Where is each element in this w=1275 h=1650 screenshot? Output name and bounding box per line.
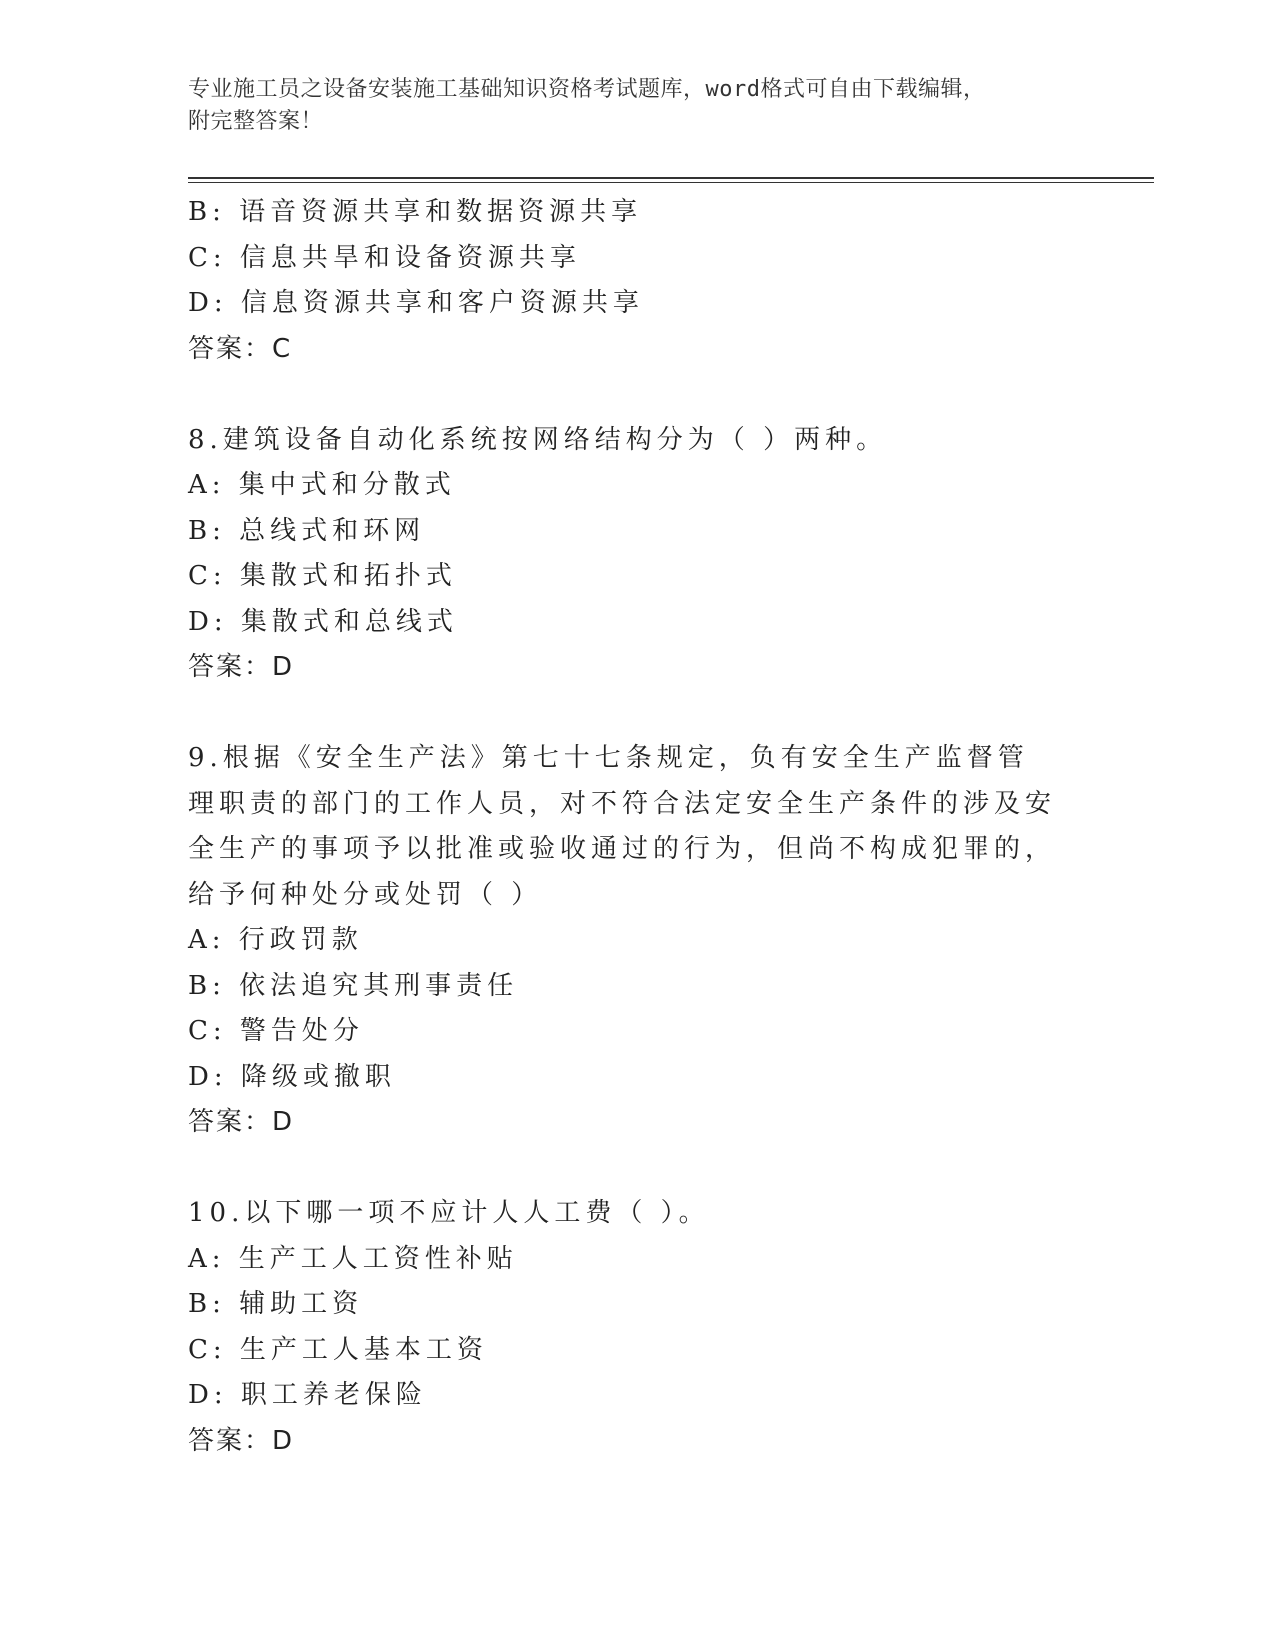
- option-b: B: 总线式和环网: [188, 515, 426, 546]
- document-header: [188, 74, 1088, 138]
- spacer: [188, 1146, 1088, 1192]
- option-d: D: 职工养老保险: [188, 1380, 427, 1410]
- option-a: A: 行政罚款: [188, 925, 363, 955]
- option-a: A: 生产工人工资性补贴: [188, 1243, 518, 1274]
- question-block-8: [188, 418, 1088, 691]
- answer-line: 答案：D: [188, 652, 295, 682]
- option-d: D: 信息资源共享和客户资源共享: [188, 288, 644, 318]
- answer-line: 答案：D: [188, 1425, 295, 1456]
- header-divider-thick: [188, 177, 1154, 179]
- option-c: C: 集散式和拓扑式: [188, 561, 457, 591]
- option-b: B: 辅助工资: [188, 1289, 364, 1319]
- question-block-9: [188, 736, 1088, 1146]
- header-divider-thin: [188, 182, 1154, 183]
- question-block-10: [188, 1191, 1088, 1464]
- option-b: B: 依法追究其刑事责任: [188, 970, 519, 1001]
- option-c: C: 生产工人基本工资: [188, 1334, 488, 1365]
- answer-line: 答案：D: [188, 1107, 295, 1137]
- question-text: 10.以下哪一项不应计人人工费（ ）。: [188, 1198, 710, 1228]
- question-block-7: [188, 190, 1088, 372]
- spacer: [188, 691, 1088, 737]
- option-b: B: 语音资源共享和数据资源共享: [188, 197, 643, 227]
- header-line-1: 专业施工员之设备安装施工基础知识资格考试题库，word格式可自由下载编辑，: [188, 77, 986, 102]
- option-d: D: 降级或撤职: [188, 1061, 396, 1092]
- option-a: A: 集中式和分散式: [188, 470, 456, 500]
- option-c: C: 警告处分: [188, 1016, 364, 1046]
- option-d: D: 集散式和总线式: [188, 606, 458, 637]
- question-text: 8.建筑设备自动化系统按网络结构分为（ ）两种。: [188, 424, 888, 455]
- option-c: C: 信息共旱和设备资源共享: [188, 242, 581, 273]
- question-list: [188, 190, 1088, 1464]
- answer-line: 答案：C: [188, 333, 293, 364]
- header-line-2: 附完整答案！: [188, 109, 324, 134]
- spacer: [188, 372, 1088, 418]
- question-text: 9.根据《安全生产法》第七十七条规定，负有安全生产监督管理职责的部门的工作人员，对不符合法定安全生产条件的涉及安全生产的事项予以批准或验收通过的行为，但尚不构成犯罪的，给予何种处分或处罚（ ）: [188, 743, 1057, 910]
